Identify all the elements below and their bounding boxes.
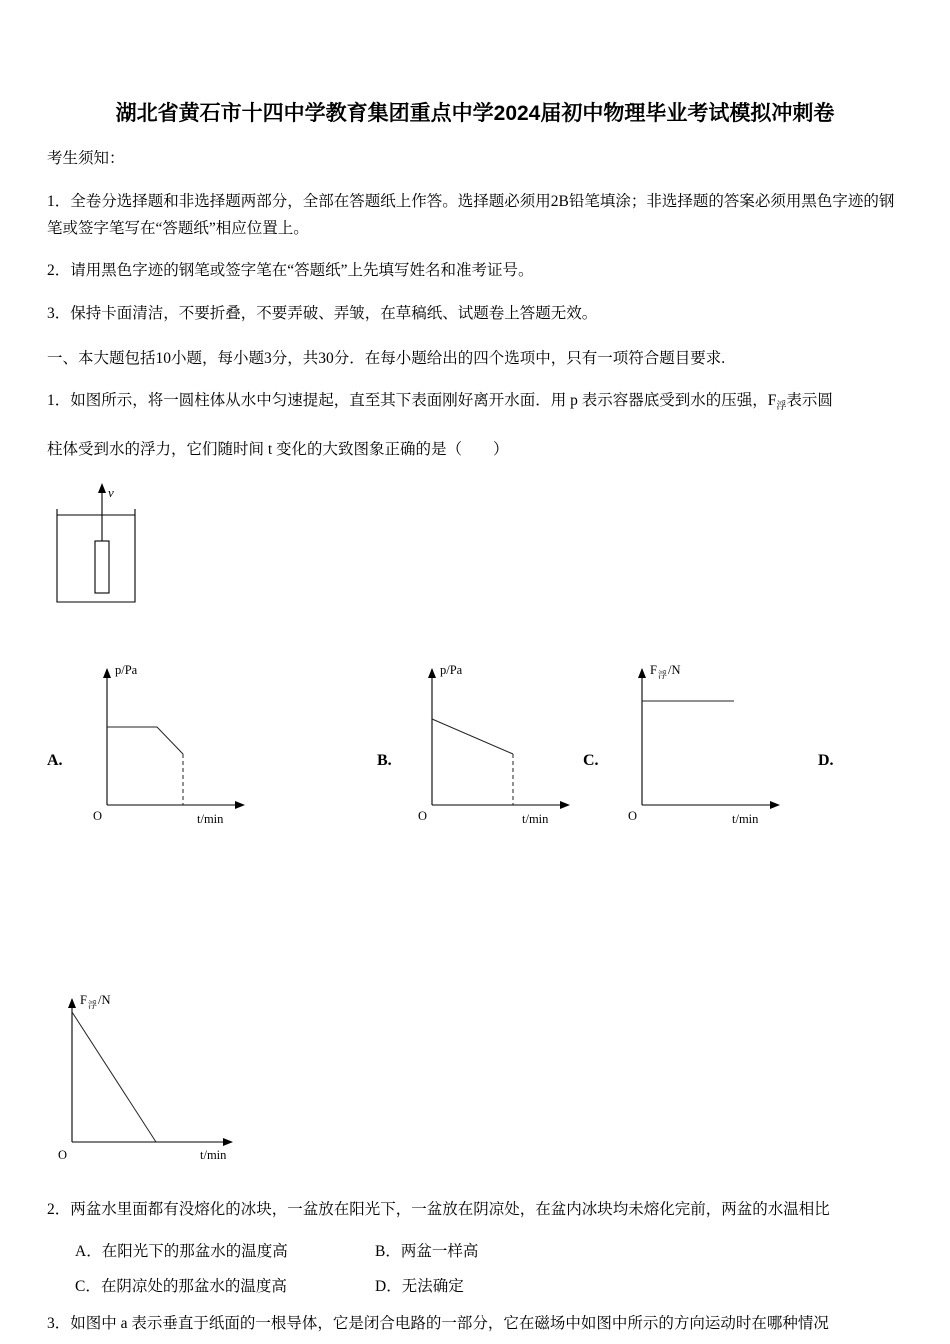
q1-figure: [55, 479, 903, 609]
q2-option-d: D．无法确定: [375, 1278, 464, 1296]
curve-b: [432, 719, 513, 754]
graph-option-d: [50, 987, 250, 1172]
up-arrow-icon: [98, 483, 106, 493]
x-axis-arrow-icon: [560, 801, 570, 809]
y-axis-arrow-icon: [68, 998, 76, 1008]
q2-option-b: B．两盆一样高: [375, 1243, 479, 1261]
q1-text-part-pre: 1．如图所示，将一圆柱体从水中匀速提起，直至其下表面刚好离开水面．用 p 表示容器底受到水的压强，F: [47, 392, 777, 409]
q1-options-row: [47, 657, 903, 842]
x-axis-arrow-icon: [235, 801, 245, 809]
option-c-label: C.: [583, 751, 599, 769]
y-axis-label-f: F: [80, 992, 87, 1007]
x-axis-arrow-icon: [223, 1138, 233, 1146]
notice-item-2: 2．请用黑色字迹的钢笔或签字笔在“答题纸”上先填写姓名和准考证号。: [47, 262, 534, 279]
x-axis-label: t/min: [200, 1147, 227, 1162]
q2-options-row-2: [47, 1273, 903, 1300]
origin-label: O: [58, 1147, 68, 1162]
section1-heading: 一、本大题包括10小题，每小题3分，共30分．在每小题给出的四个选项中，只有一项符合题目要求.: [47, 349, 726, 367]
y-axis-arrow-icon: [103, 668, 111, 678]
x-axis-label: t/min: [732, 811, 759, 826]
y-axis-label: p/Pa: [440, 662, 463, 677]
curve-d: [72, 1012, 156, 1142]
origin-label: O: [93, 808, 103, 823]
notice-section: [47, 145, 903, 327]
notice-item-3: 3．保持卡面清洁，不要折叠，不要弄破、弄皱，在草稿纸、试题卷上答题无效。: [47, 304, 598, 322]
origin-label: O: [418, 808, 428, 823]
graph-option-b: [410, 657, 580, 837]
origin-label: O: [628, 808, 638, 823]
velocity-label: v: [108, 484, 114, 500]
y-axis-label-f-sub: 浮: [88, 999, 98, 1010]
q2-options-row-1: [47, 1238, 903, 1265]
q1-text-line2: 柱体受到水的浮力，它们随时间 t 变化的大致图象正确的是（ ）: [47, 440, 509, 458]
y-axis-label-f-unit: /N: [98, 992, 111, 1007]
graph-option-a: [85, 657, 255, 837]
q1-f-subscript: 浮: [776, 401, 787, 413]
y-axis-arrow-icon: [428, 668, 436, 678]
y-axis-label: p/Pa: [115, 662, 138, 677]
q1-text-line1: [47, 387, 903, 420]
x-axis-arrow-icon: [770, 801, 780, 809]
y-axis-label-f-sub: 浮: [658, 669, 668, 680]
y-axis-label-f-unit: /N: [668, 662, 681, 677]
curve-a: [107, 727, 183, 754]
q2-option-a: A．在阳光下的那盆水的温度高: [75, 1243, 288, 1261]
option-d-label: D.: [818, 751, 834, 769]
page-title: 湖北省黄石市十四中学教育集团重点中学2024届初中物理毕业考试模拟冲刺卷: [115, 102, 835, 125]
cylinder: [95, 541, 109, 593]
x-axis-label: t/min: [522, 811, 549, 826]
q1-option-d-graph-wrap: [50, 987, 903, 1172]
notice-heading: 考生须知：: [47, 150, 125, 167]
option-a-label: A.: [47, 751, 63, 769]
y-axis-arrow-icon: [638, 668, 646, 678]
q2-text: 2．两盆水里面都有没熔化的冰块，一盆放在阳光下，一盆放在阴凉处，在盆内冰块均未熔化完前，两盆的水温相比: [47, 1200, 830, 1218]
notice-item-1: 1．全卷分选择题和非选择题两部分，全部在答题纸上作答。选择题必须用2B铅笔填涂；非选择题的答案必须用黑色字迹的钢笔或签字笔写在“答题纸”相应位置上。: [47, 192, 895, 237]
graph-option-c: [620, 657, 790, 837]
q1-text-part-post: 表示圆: [786, 392, 833, 409]
q2-option-c: C．在阴凉处的那盆水的温度高: [75, 1278, 287, 1296]
x-axis-label: t/min: [197, 811, 224, 826]
q3-text: 3．如图中 a 表示垂直于纸面的一根导体，它是闭合电路的一部分，它在磁场中如图中所示的方向运动时在哪种情况: [47, 1315, 829, 1333]
beaker-figure: [55, 479, 150, 609]
option-b-label: B.: [377, 751, 392, 769]
y-axis-label-f: F: [650, 662, 657, 677]
